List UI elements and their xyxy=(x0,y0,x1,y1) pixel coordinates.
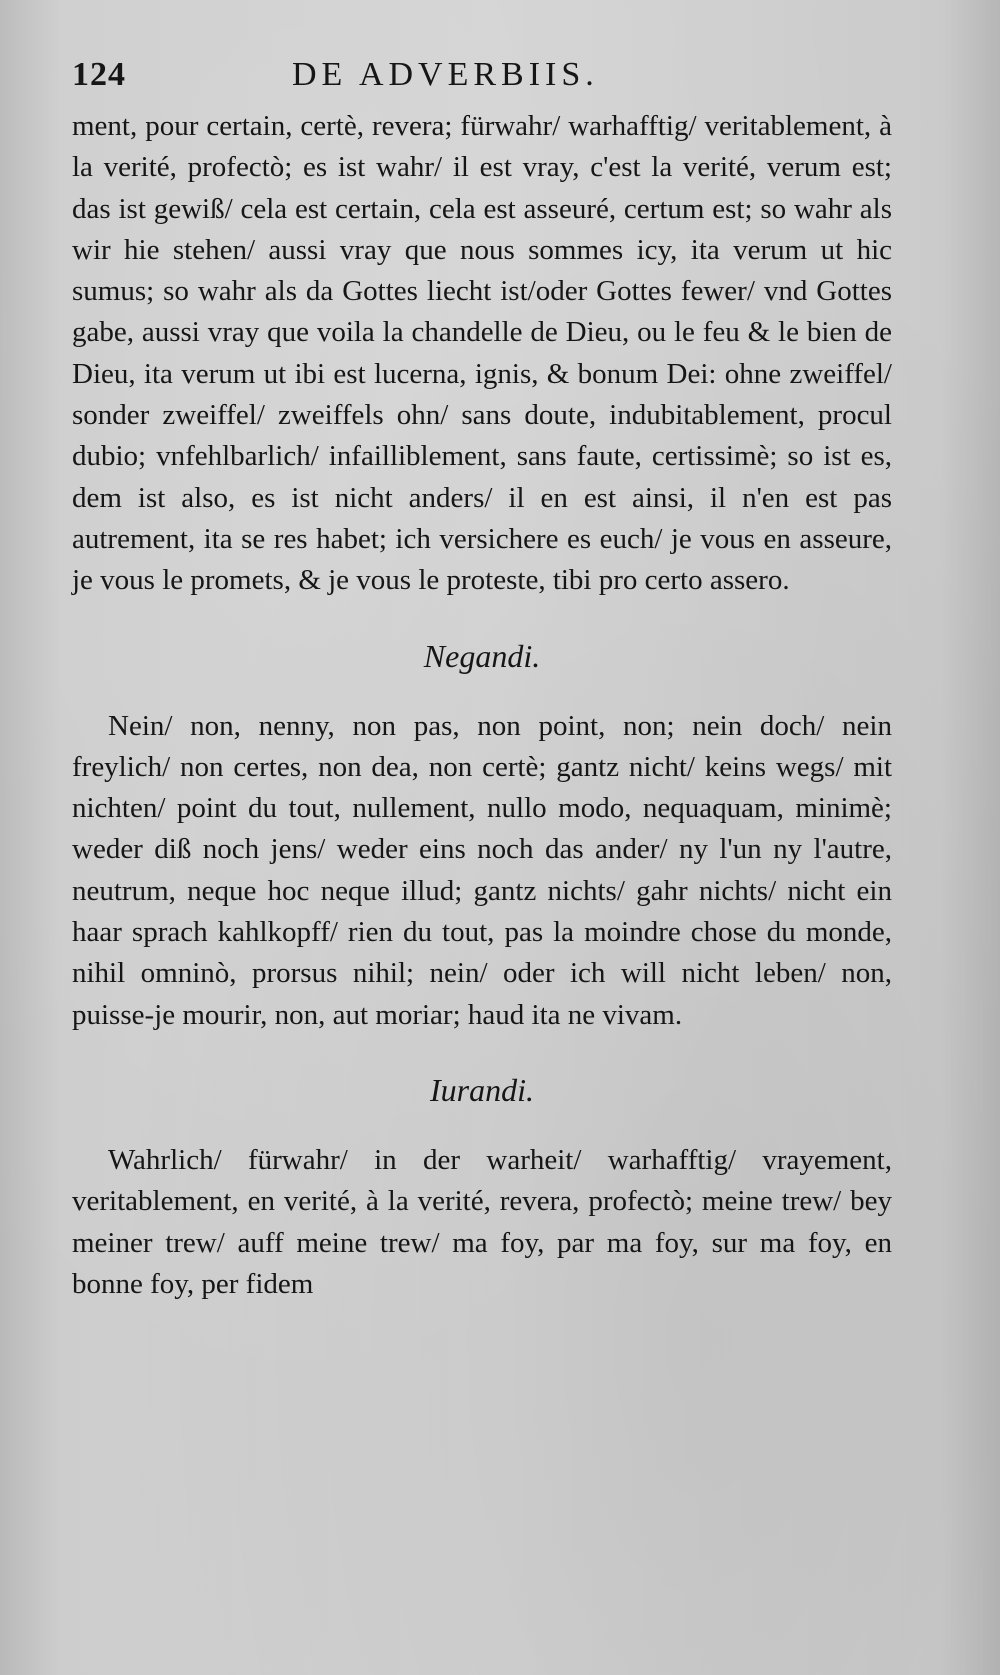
paragraph-affirmandi-continued: ment, pour certain, certè, revera; fürwahr/ warhafftig/ veritablement, à la verité, profectò; es ist wahr/ il est vray, c'est la verité, verum est; das ist gewiß/ cela est certain, cela est asseuré, certum est; so wahr als wir hie stehen/ aussi vray que nous sommes icy, ita verum ut hic sumus; so wahr als da Gottes liecht ist/oder Gottes fewer/ vnd Gottes gabe, aussi vray que voila la chandelle de Dieu, ou le feu & le bien de Dieu, ita verum ut ibi est lucerna, ignis, & bonum Dei: ohne zweiffel/ sonder zweiffel/ zweiffels ohn/ sans doute, indubitablement, procul dubio; vnfehlbarlich/ infailliblement, sans faute, certissimè; so ist es, dem ist also, es ist nicht anders/ il en est ainsi, il n'en est pas autrement, ita se res habet; ich versichere es euch/ je vous en asseure, je vous le promets, & je vous le proteste, tibi pro certo assero. xyxy=(72,110,892,597)
section-heading-negandi: Negandi. xyxy=(423,637,541,674)
paragraph-negandi: Nein/ non, nenny, non pas, non point, non; nein doch/ nein freylich/ non certes, non dea, non certè; gantz nicht/ keins wegs/ mit nichten/ point du tout, nullement, nullo modo, nequaquam, minimè; weder diß noch jens/ weder eins noch das ander/ ny l'un ny l'autre, neutrum, neque hoc neque illud; gantz nichts/ gahr nichts/ nicht ein haar sprach kahlkopff/ rien du tout, pas la moindre chose du monde, nihil omninò, prorsus nihil; nein/ oder ich will nicht leben/ non, puisse-je mourir, non, aut moriar; haud ita ne vivam. xyxy=(72,709,892,1031)
paragraph-iurandi: Wahrlich/ fürwahr/ in der warheit/ warhafftig/ vrayement, veritablement, en verité, à la verité, revera, profectò; meine trew/ bey meiner trew/ auff meine trew/ ma foy, par ma foy, sur ma foy, en bonne foy, per fidem xyxy=(72,1143,892,1300)
text-block xyxy=(72,56,892,1305)
page-number: 124 xyxy=(72,56,126,93)
section-heading-iurandi: Iurandi. xyxy=(430,1071,534,1108)
running-head: DE ADVERBIIS. xyxy=(292,56,599,93)
page-header xyxy=(72,56,892,104)
